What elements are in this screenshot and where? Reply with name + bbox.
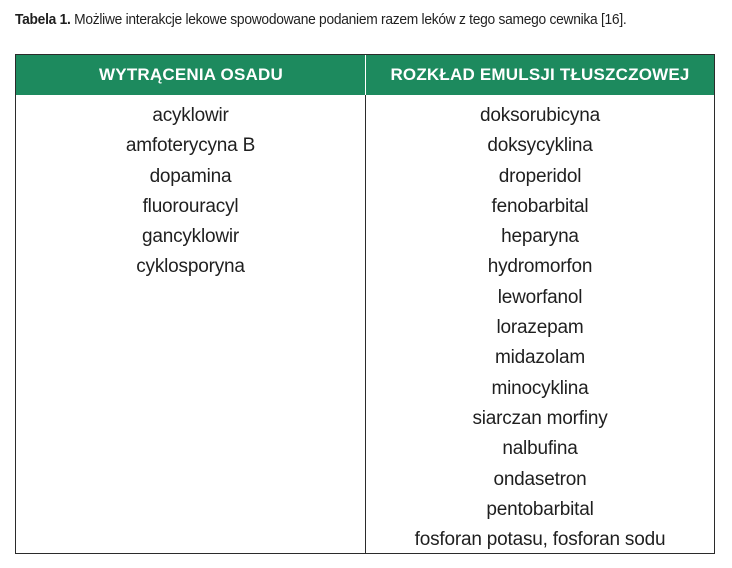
list-item: pentobarbital (486, 498, 594, 520)
list-item: fluorouracyl (142, 195, 239, 217)
list-item: nalbufina (502, 438, 578, 460)
header-precipitation: WYTRĄCENIA OSADU (99, 65, 283, 84)
list-item: doksycyklina (487, 135, 593, 157)
caption-label: Tabela 1. (15, 11, 71, 28)
caption-text: Możliwe interakcje lekowe spowodowane podaniem razem leków z tego samego cewnika [16]. (70, 11, 627, 28)
list-item: ondasetron (493, 468, 587, 490)
header-emulsion-breakdown: ROZKŁAD EMULSJI TŁUSZCZOWEJ (390, 65, 690, 84)
emulsion-breakdown-drug-list (366, 101, 714, 555)
list-item: cyklosporyna (136, 256, 245, 278)
list-item: fenobarbital (491, 195, 589, 217)
list-item: dopamina (149, 165, 232, 187)
list-item: amfoterycyna B (125, 135, 256, 157)
list-item: siarczan morfiny (472, 407, 608, 429)
precipitation-drug-list (16, 101, 365, 283)
list-item: lorazepam (496, 317, 584, 339)
header-column-divider (365, 55, 366, 95)
list-item: minocyklina (491, 377, 589, 399)
list-item: acyklowir (152, 105, 229, 126)
list-item: gancyklowir (141, 226, 240, 248)
list-item: heparyna (501, 226, 579, 248)
list-item: leworfanol (497, 286, 583, 308)
table-caption (15, 10, 668, 30)
list-item: doksorubicyna (480, 105, 600, 126)
list-item: droperidol (498, 165, 582, 187)
list-item: fosforan potasu, fosforan sodu (414, 529, 666, 551)
list-item: midazolam (494, 347, 586, 369)
drug-interaction-table (15, 54, 715, 554)
list-item: hydromorfon (487, 256, 593, 278)
